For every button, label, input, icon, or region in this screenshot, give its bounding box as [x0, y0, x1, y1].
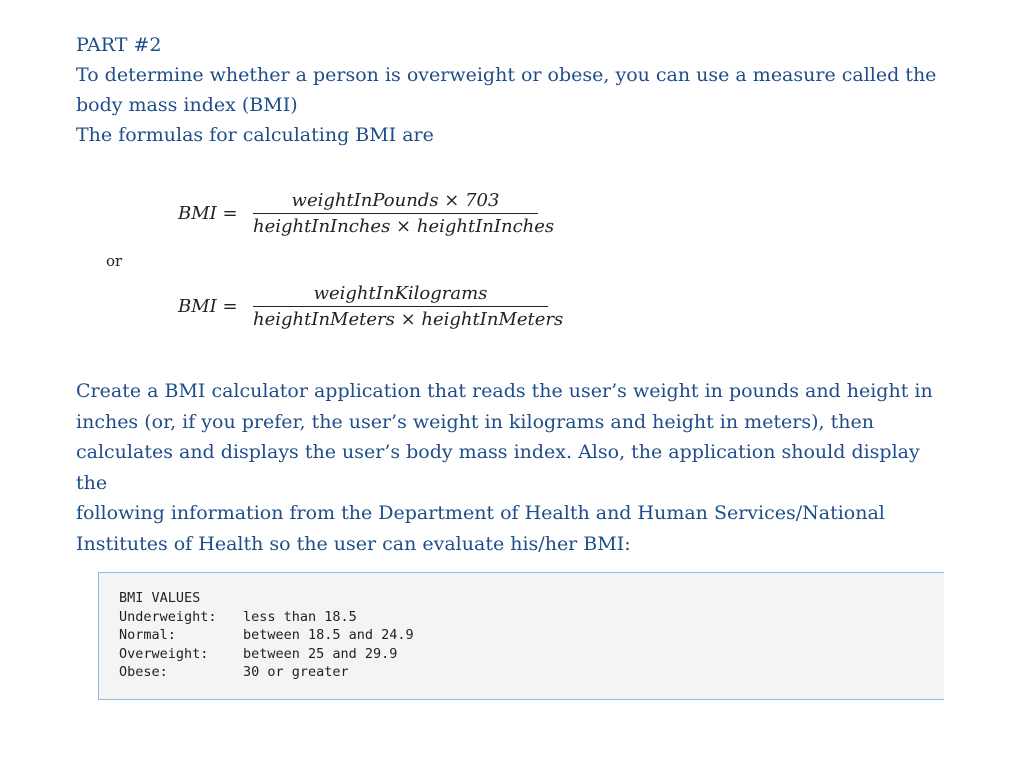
- bmi-values-listing: [119, 589, 414, 682]
- formula-denominator: heightInInches × heightInInches: [253, 216, 555, 237]
- bmi-range: less than 18.5: [243, 608, 357, 625]
- bmi-category: Normal:: [119, 627, 176, 643]
- bmi-row-obese: [119, 663, 414, 682]
- fraction-bar: [253, 306, 548, 307]
- paragraph-line: inches (or, if you prefer, the user’s weight in kilograms and height in meters), then: [76, 410, 874, 433]
- bmi-range: between 18.5 and 24.9: [243, 627, 414, 643]
- bmi-values-box: [98, 572, 944, 700]
- paragraph-line: Create a BMI calculator application that reads the user’s weight in pounds and height in: [76, 380, 933, 402]
- bmi-values-title: BMI VALUES: [119, 590, 201, 606]
- bmi-range: between 25 and 29.9: [243, 645, 398, 662]
- bmi-category: Overweight:: [119, 645, 209, 662]
- formula-numerator: weightInKilograms: [313, 283, 488, 304]
- formula-denominator: heightInMeters × heightInMeters: [253, 309, 564, 330]
- part-title: PART #2: [76, 34, 162, 56]
- formula-pounds: [178, 190, 555, 240]
- formula-fraction: [253, 283, 564, 330]
- formula-fraction: [253, 190, 555, 237]
- formula-lhs: BMI =: [178, 296, 238, 317]
- intro-line-1: To determine whether a person is overweight or obese, you can use a measure called the: [76, 64, 937, 86]
- formula-lhs: BMI =: [178, 203, 238, 224]
- bmi-category: Underweight:: [119, 608, 217, 625]
- bmi-row-overweight: [119, 645, 414, 664]
- bmi-row-underweight: [119, 608, 414, 627]
- intro-line-2: body mass index (BMI): [76, 94, 298, 116]
- or-label: or: [106, 252, 123, 270]
- bmi-category: Obese:: [119, 664, 168, 680]
- fraction-bar: [253, 213, 538, 214]
- paragraph-line: calculates and displays the user’s body mass index. Also, the application should display the: [76, 441, 920, 494]
- bmi-range: 30 or greater: [243, 664, 349, 680]
- formulas-intro: The formulas for calculating BMI are: [76, 124, 434, 146]
- heading-block: [76, 30, 956, 150]
- paragraph-line: following information from the Department of Health and Human Services/National: [76, 502, 885, 524]
- formula-kilograms: [178, 283, 564, 333]
- paragraph-line: Institutes of Health so the user can evaluate his/her BMI:: [76, 532, 631, 555]
- formula-numerator: weightInPounds × 703: [291, 190, 500, 211]
- instructions-paragraph: [76, 376, 956, 559]
- bmi-row-normal: [119, 626, 414, 645]
